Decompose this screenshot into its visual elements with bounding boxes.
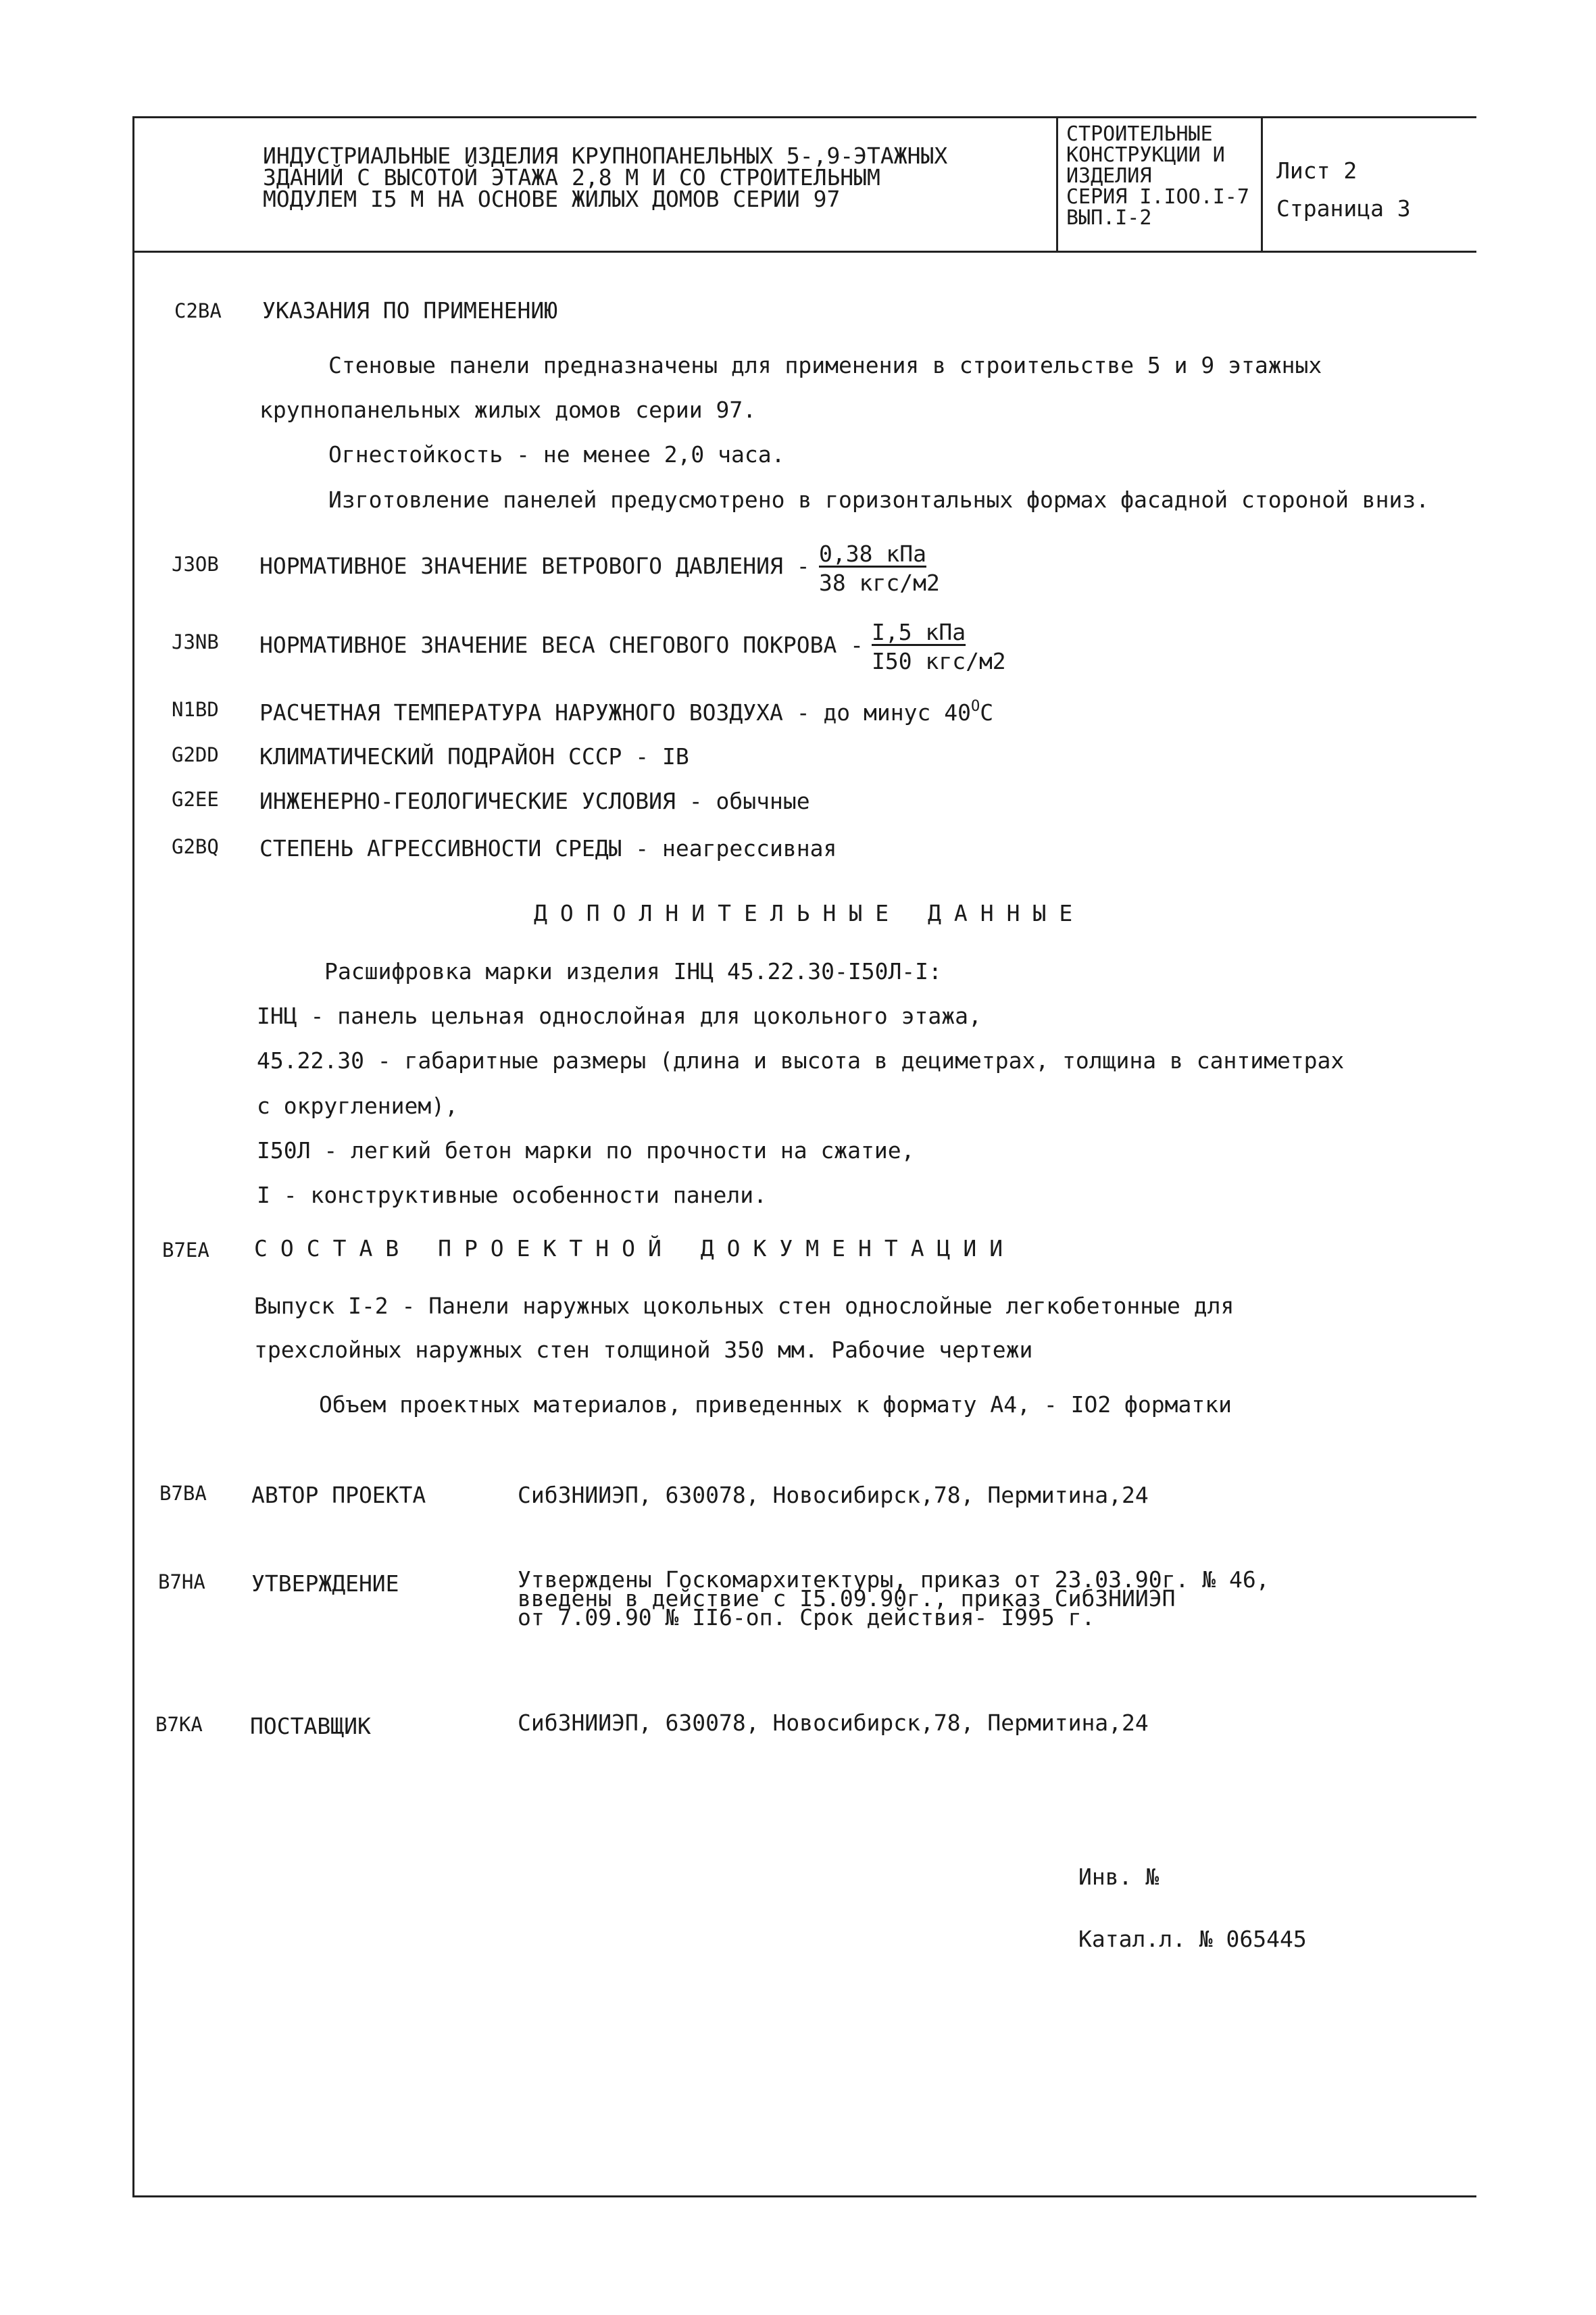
supplier-label: ПОСТАВЩИК [250, 1713, 371, 1739]
usage-line: крупнопанельных жилых домов серии 97. [259, 397, 757, 423]
author-value: СибЗНИИЭП, 630078, Новосибирск,78, Пермитина,24 [518, 1482, 1149, 1508]
approval-line: Утверждены Госкомархитектуры, приказ от 23.03.90г. № 46, [518, 1566, 1270, 1593]
catalog-number: Катал.л. № 065445 [1078, 1926, 1307, 1952]
composition-heading: СОСТАВ ПРОЕКТНОЙ ДОКУМЕНТАЦИИ [254, 1235, 1016, 1262]
geo-label: ИНЖЕНЕРНО-ГЕОЛОГИЧЕСКИЕ УСЛОВИЯ - обычные [259, 788, 810, 814]
additional-heading: ДОПОЛНИТЕЛЬНЫЕ ДАННЫЕ [534, 900, 1086, 926]
title-line-1: ИНДУСТРИАЛЬНЫЕ ИЗДЕЛИЯ КРУПНОПАНЕЛЬНЫХ 5-,9-ЭТАЖНЫХ [263, 143, 948, 169]
usage-line: Огнестойкость - не менее 2,0 часа. [328, 441, 785, 468]
section-code: C2BA [174, 299, 222, 322]
series-line-1: СТРОИТЕЛЬНЫЕ [1066, 122, 1213, 146]
series-line-3: ИЗДЕЛИЯ [1066, 164, 1152, 188]
margin-mark [132, 831, 134, 1433]
wind-kgs: 38 кгс/м2 [819, 570, 940, 596]
param-code: J3OB [172, 553, 219, 576]
wind-kpa: 0,38 кПа [819, 541, 926, 567]
approval-label: УТВЕРЖДЕНИЕ [251, 1570, 399, 1597]
approval-line: от 7.09.90 № II6-оп. Срок действия- I995 г. [518, 1604, 1095, 1631]
composition-line: Выпуск I-2 - Панели наружных цокольных стен однослойные легкобетонные для [254, 1293, 1235, 1319]
additional-line: I - конструктивные особенности панели. [257, 1182, 767, 1208]
wind-label: НОРМАТИВНОЕ ЗНАЧЕНИЕ ВЕТРОВОГО ДАВЛЕНИЯ - [259, 553, 810, 579]
snow-label: НОРМАТИВНОЕ ЗНАЧЕНИЕ ВЕСА СНЕГОВОГО ПОКРОВА - [259, 632, 864, 658]
aggr-label: СТЕПЕНЬ АГРЕССИВНОСТИ СРЕДЫ - неагрессивная [259, 835, 837, 862]
section-code: B7HA [158, 1570, 205, 1593]
page-number: Страница 3 [1276, 195, 1411, 222]
sheet-number: Лист 2 [1276, 157, 1357, 184]
series-line-5: ВЫП.I-2 [1066, 206, 1152, 230]
usage-line: Стеновые панели предназначены для применения в строительстве 5 и 9 этажных [328, 352, 1322, 378]
inventory-number: Инв. № [1078, 1864, 1159, 1890]
additional-line: I50Л - легкий бетон марки по прочности на сжатие, [257, 1137, 915, 1164]
sheet-page-cell [1276, 152, 1411, 228]
additional-line: 45.22.30 - габаритные размеры (длина и высота в дециметрах, толщина в сантиметрах [257, 1047, 1345, 1074]
section-code: B7EA [162, 1239, 209, 1262]
temp-unit: C [980, 699, 994, 726]
title-line-3: МОДУЛЕМ I5 М НА ОСНОВЕ ЖИЛЫХ ДОМОВ СЕРИИ 97 [263, 186, 841, 212]
usage-heading: УКАЗАНИЯ ПО ПРИМЕНЕНИЮ [262, 297, 558, 324]
param-code: G2DD [172, 743, 219, 766]
temp-label [259, 698, 993, 726]
margin-mark [132, 737, 134, 804]
title-block [134, 118, 1476, 253]
additional-line: Расшифровка марки изделия IНЦ 45.22.30-I50Л-I: [324, 958, 942, 985]
title-line-2: ЗДАНИЙ С ВЫСОТОЙ ЭТАЖА 2,8 М И СО СТРОИТЕЛЬНЫМ [263, 164, 880, 191]
additional-line: с округлением), [257, 1093, 459, 1119]
author-label: АВТОР ПРОЕКТА [251, 1482, 426, 1508]
series-cell [1056, 118, 1263, 251]
snow-kpa: I,5 кПа [872, 619, 966, 645]
snow-kgs: I50 кгс/м2 [872, 648, 1006, 674]
approval-line: введены в действие с I5.09.90г., приказ СибЗНИИЭП [518, 1585, 1176, 1612]
usage-line: Изготовление панелей предусмотрено в горизонтальных формах фасадной стороной вниз. [328, 487, 1430, 513]
series-line-4: СЕРИЯ I.IOO.I-7 [1066, 185, 1249, 209]
temp-text: РАСЧЕТНАЯ ТЕМПЕРАТУРА НАРУЖНОГО ВОЗДУХА - до минус 40 [259, 699, 971, 726]
section-code: B7BA [159, 1482, 207, 1505]
param-code: J3NB [172, 630, 219, 653]
wind-value [819, 541, 940, 596]
document-title [263, 145, 1162, 210]
param-code: N1BD [172, 698, 219, 721]
param-code: G2EE [172, 788, 219, 811]
composition-line: трехслойных наружных стен толщиной 350 мм. Рабочие чертежи [254, 1337, 1033, 1363]
supplier-value: СибЗНИИЭП, 630078, Новосибирск,78, Пермитина,24 [518, 1710, 1149, 1736]
composition-line: Объем проектных материалов, приведенных к формату А4, - IO2 форматки [319, 1391, 1232, 1418]
snow-value [872, 619, 1006, 674]
approval-text [518, 1566, 1270, 1631]
degree-sign: O [971, 698, 980, 715]
climate-label: КЛИМАТИЧЕСКИЙ ПОДРАЙОН СССР - IB [259, 743, 689, 770]
section-code: B7KA [155, 1713, 203, 1736]
param-code: G2BQ [172, 835, 219, 858]
additional-line: IНЦ - панель цельная однослойная для цокольного этажа, [257, 1003, 982, 1029]
series-line-2: КОНСТРУКЦИИ И [1066, 143, 1225, 167]
